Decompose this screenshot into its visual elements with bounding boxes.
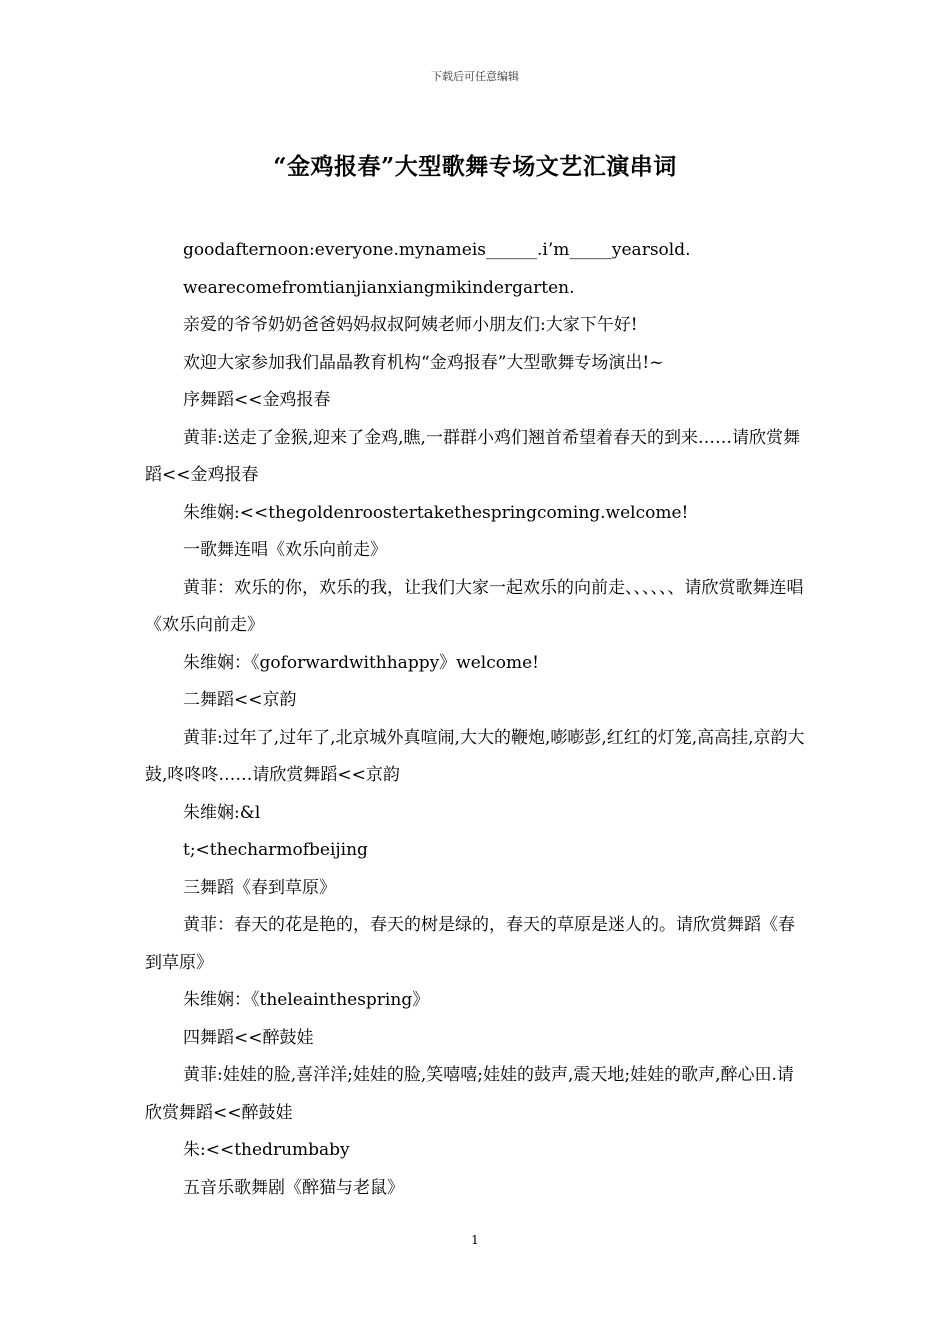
section-heading: 序舞蹈<<金鸡报春 xyxy=(183,390,331,410)
section-heading: 五音乐歌舞剧《醉猫与老鼠》 xyxy=(183,1177,404,1198)
header-note: 下载后可任意编辑 xyxy=(431,70,519,83)
section-heading: 四舞蹈<<醉鼓娃 xyxy=(183,1027,314,1048)
paragraph: t;<thecharmofbeijing xyxy=(183,840,368,860)
paragraph: 黄菲:送走了金猴,迎来了金鸡,瞧,一群群小鸡们翘首希望着春天的到来……请欣赏舞蹈<<金鸡报春 xyxy=(145,427,800,485)
paragraph: wearecomefromtianjianxiangmikindergarten. xyxy=(183,277,575,298)
paragraph: 朱维娴：《goforwardwithhappy》welcome! xyxy=(183,652,540,673)
section-heading: 三舞蹈《春到草原》 xyxy=(183,877,336,898)
paragraph: 朱维娴:&l xyxy=(183,802,261,823)
page-number: 1 xyxy=(471,1233,479,1247)
paragraph: 亲爱的爷爷奶奶爸爸妈妈叔叔阿姨老师小朋友们:大家下午好! xyxy=(183,315,638,335)
document-body xyxy=(145,232,810,1207)
paragraph: 朱维娴:<<thegoldenroostertakethespringcoming.welcome! xyxy=(183,502,689,523)
paragraph: 欢迎大家参加我们晶晶教育机构“金鸡报春”大型歌舞专场演出!~ xyxy=(183,352,664,373)
paragraph: 黄菲：欢乐的你，欢乐的我，让我们大家一起欢乐的向前走、、、、、、请欣赏歌舞连唱《欢乐向前走》 xyxy=(145,577,804,635)
paragraph: 黄菲：春天的花是艳的，春天的树是绿的，春天的草原是迷人的。请欣赏舞蹈《春到草原》 xyxy=(145,915,795,973)
paragraph: 黄菲:娃娃的脸,喜洋洋;娃娃的脸,笑嘻嘻;娃娃的鼓声,震天地;娃娃的歌声,醉心田.请欣赏舞蹈<<醉鼓娃 xyxy=(145,1065,794,1123)
paragraph: goodafternoon:everyone.mynameis______.i’m_____yearsold. xyxy=(183,240,691,260)
paragraph: 黄菲:过年了,过年了,北京城外真喧闹,大大的鞭炮,嘭嘭彭,红红的灯笼,高高挂,京韵大鼓,咚咚咚……请欣赏舞蹈<<京韵 xyxy=(145,727,805,785)
paragraph: 朱:<<thedrumbaby xyxy=(183,1140,350,1160)
paragraph: 朱维娴：《theleainthespring》 xyxy=(183,990,430,1010)
document-title: “金鸡报春”大型歌舞专场文艺汇演串词 xyxy=(273,153,677,180)
section-heading: 一歌舞连唱《欢乐向前走》 xyxy=(183,540,387,560)
section-heading: 二舞蹈<<京韵 xyxy=(183,690,297,710)
